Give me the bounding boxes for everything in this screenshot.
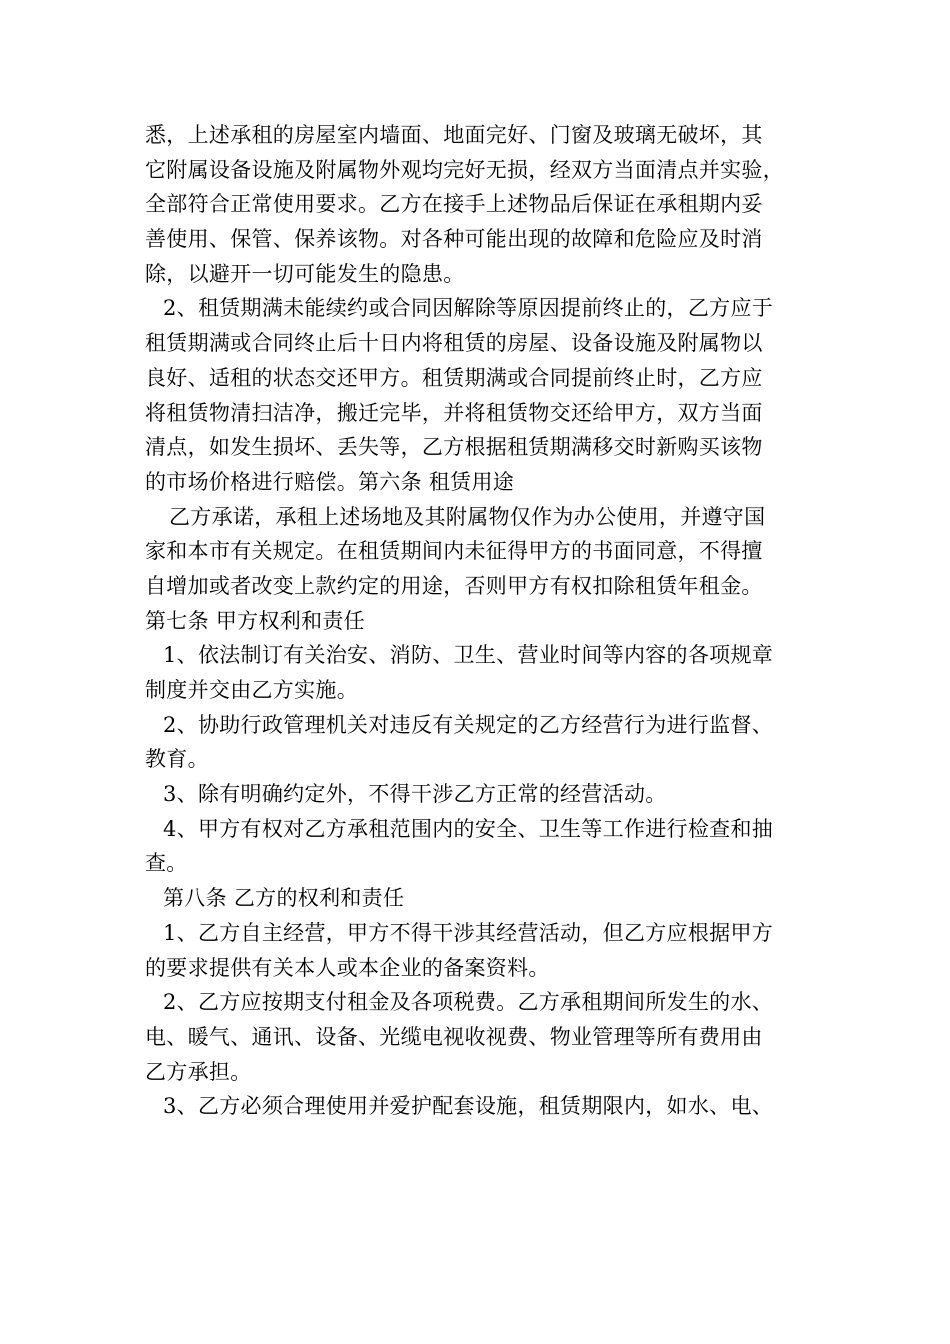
text-line: 清点，如发生损坏、丢失等，乙方根据租赁期满移交时新购买该物	[145, 435, 763, 460]
text-line: 善使用、保管、保养该物。对各种可能出现的故障和危险应及时消	[145, 227, 763, 252]
text-line: 教育。	[145, 747, 209, 772]
text-line: 将租赁物清扫洁净，搬迁完毕，并将租赁物交还给甲方，双方当面	[145, 400, 763, 425]
text-line: 全部符合正常使用要求。乙方在接手上述物品后保证在承租期内妥	[145, 192, 763, 217]
text-line: 乙方承担。	[145, 1059, 252, 1084]
text-line: 2、乙方应按期支付租金及各项税费。乙方承租期间所发生的水、	[163, 990, 774, 1015]
text-line: 悉，上述承租的房屋室内墙面、地面完好、门窗及玻璃无破坏，其	[145, 123, 763, 147]
text-line: 乙方承诺，承租上述场地及其附属物仅作为办公使用，并遵守国	[169, 504, 766, 529]
section-heading: 第七条 甲方权利和责任	[145, 608, 365, 633]
text-line: 它附属设备设施及附属物外观均完好无损，经双方当面清点并实验，	[145, 157, 784, 182]
text-line: 租赁期满或合同终止后十日内将租赁的房屋、设备设施及附属物以	[145, 331, 763, 356]
text-line: 自增加或者改变上款约定的用途，否则甲方有权扣除租赁年租金。	[145, 573, 763, 598]
text-line: 3、乙方必须合理使用并爱护配套设施，租赁期限内，如水、电、	[163, 1094, 774, 1119]
text-line: 1、依法制订有关治安、消防、卫生、营业时间等内容的各项规章	[163, 643, 774, 668]
text-line: 2、协助行政管理机关对违反有关规定的乙方经营行为进行监督、	[163, 712, 774, 737]
text-line: 的要求提供有关本人或本企业的备案资料。	[145, 955, 550, 980]
section-heading: 第八条 乙方的权利和责任	[163, 886, 405, 911]
text-line: 家和本市有关规定。在租赁期间内未征得甲方的书面同意，不得擅	[145, 539, 763, 564]
document-page	[145, 118, 825, 1124]
text-line: 电、暖气、通讯、设备、光缆电视收视费、物业管理等所有费用由	[145, 1024, 763, 1049]
text-line: 良好、适租的状态交还甲方。租赁期满或合同提前终止时，乙方应	[145, 365, 763, 390]
text-line: 除，以避开一切可能发生的隐患。	[145, 261, 465, 286]
text-line: 2、租赁期满未能续约或合同因解除等原因提前终止的，乙方应于	[163, 296, 774, 321]
text-line: 4、甲方有权对乙方承租范围内的安全、卫生等工作进行检查和抽	[163, 816, 774, 841]
text-line: 查。	[145, 851, 188, 876]
text-line: 制度并交由乙方实施。	[145, 678, 358, 702]
text-line: 1、乙方自主经营，甲方不得干涉其经营活动，但乙方应根据甲方	[163, 920, 774, 945]
text-line: 3、除有明确约定外，不得干涉乙方正常的经营活动。	[163, 782, 667, 807]
text-line: 的市场价格进行赔偿。第六条 租赁用途	[145, 469, 515, 494]
